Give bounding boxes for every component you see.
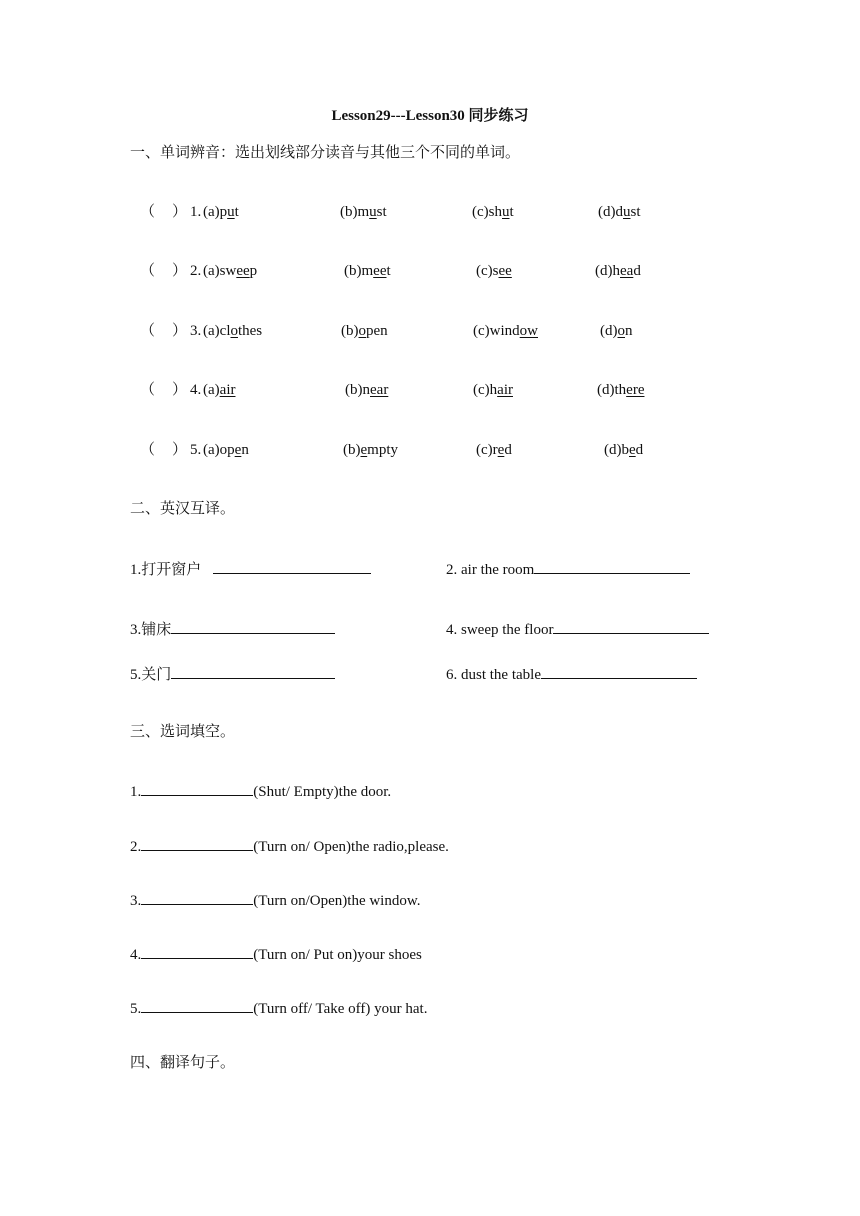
option-b: (b)meet bbox=[344, 263, 391, 279]
section-2-heading: 二、英汉互译。 bbox=[130, 501, 236, 517]
fill-item-2: 2. (Turn on/ Open)the radio,please. bbox=[130, 835, 449, 857]
question-number: 3. bbox=[190, 323, 202, 339]
answer-paren-close: ） bbox=[172, 323, 188, 339]
answer-paren-open: （ bbox=[140, 442, 156, 458]
translation-item-5: 5.关门 bbox=[130, 663, 335, 685]
answer-blank[interactable] bbox=[541, 663, 697, 679]
answer-blank[interactable] bbox=[171, 618, 335, 634]
answer-blank[interactable] bbox=[553, 618, 709, 634]
section-1-heading: 一、单词辨音：选出划线部分读音与其他三个不同的单词。 bbox=[130, 145, 521, 161]
option-c: (c)shut bbox=[472, 204, 514, 220]
answer-paren-close: ） bbox=[172, 442, 188, 458]
option-c: (c)hair bbox=[473, 382, 513, 398]
question-number: 1. bbox=[190, 204, 202, 220]
option-d: (d)on bbox=[600, 323, 633, 339]
answer-paren-close: ） bbox=[172, 263, 188, 279]
answer-paren-open: （ bbox=[140, 204, 156, 220]
answer-paren-open: （ bbox=[140, 323, 156, 339]
option-d: (d)bed bbox=[604, 442, 644, 458]
option-d: (d)there bbox=[597, 382, 645, 398]
answer-blank[interactable] bbox=[534, 558, 690, 574]
question-number: 2. bbox=[190, 263, 202, 279]
option-c: (c)see bbox=[476, 263, 512, 279]
fill-item-5: 5. (Turn off/ Take off) your hat. bbox=[130, 997, 427, 1019]
translation-item-2: 2. air the room bbox=[446, 558, 690, 580]
option-a: (a)open bbox=[203, 442, 249, 458]
answer-blank[interactable] bbox=[141, 943, 253, 959]
option-c: (c)red bbox=[476, 442, 512, 458]
answer-blank[interactable] bbox=[213, 558, 371, 574]
translation-item-3: 3.铺床 bbox=[130, 618, 335, 640]
option-c: (c)window bbox=[473, 323, 538, 339]
option-d: (d)dust bbox=[598, 204, 641, 220]
section-3-heading: 三、选词填空。 bbox=[130, 724, 236, 740]
fill-item-3: 3. (Turn on/Open)the window. bbox=[130, 889, 420, 911]
question-number: 5. bbox=[190, 442, 202, 458]
option-a: (a)air bbox=[203, 382, 236, 398]
answer-blank[interactable] bbox=[141, 780, 253, 796]
translation-item-6: 6. dust the table bbox=[446, 663, 697, 685]
translation-item-4: 4. sweep the floor bbox=[446, 618, 709, 640]
answer-paren-open: （ bbox=[140, 263, 156, 279]
option-a: (a)sweep bbox=[203, 263, 258, 279]
answer-blank[interactable] bbox=[141, 997, 253, 1013]
answer-blank[interactable] bbox=[141, 835, 253, 851]
option-d: (d)head bbox=[595, 263, 641, 279]
section-4-heading: 四、翻译句子。 bbox=[130, 1055, 236, 1071]
option-b: (b)must bbox=[340, 204, 387, 220]
fill-item-1: 1. (Shut/ Empty)the door. bbox=[130, 780, 391, 802]
option-a: (a)clothes bbox=[203, 323, 263, 339]
option-b: (b)open bbox=[341, 323, 388, 339]
fill-item-4: 4. (Turn on/ Put on)your shoes bbox=[130, 943, 422, 965]
translation-item-1: 1.打开窗户 bbox=[130, 558, 371, 580]
answer-blank[interactable] bbox=[171, 663, 335, 679]
option-b: (b)near bbox=[345, 382, 389, 398]
option-b: (b)empty bbox=[343, 442, 399, 458]
answer-paren-open: （ bbox=[140, 382, 156, 398]
page-title: Lesson29---Lesson30 同步练习 bbox=[331, 108, 529, 124]
answer-paren-close: ） bbox=[172, 382, 188, 398]
option-a: (a)put bbox=[203, 204, 239, 220]
answer-paren-close: ） bbox=[172, 204, 188, 220]
answer-blank[interactable] bbox=[141, 889, 253, 905]
question-number: 4. bbox=[190, 382, 202, 398]
